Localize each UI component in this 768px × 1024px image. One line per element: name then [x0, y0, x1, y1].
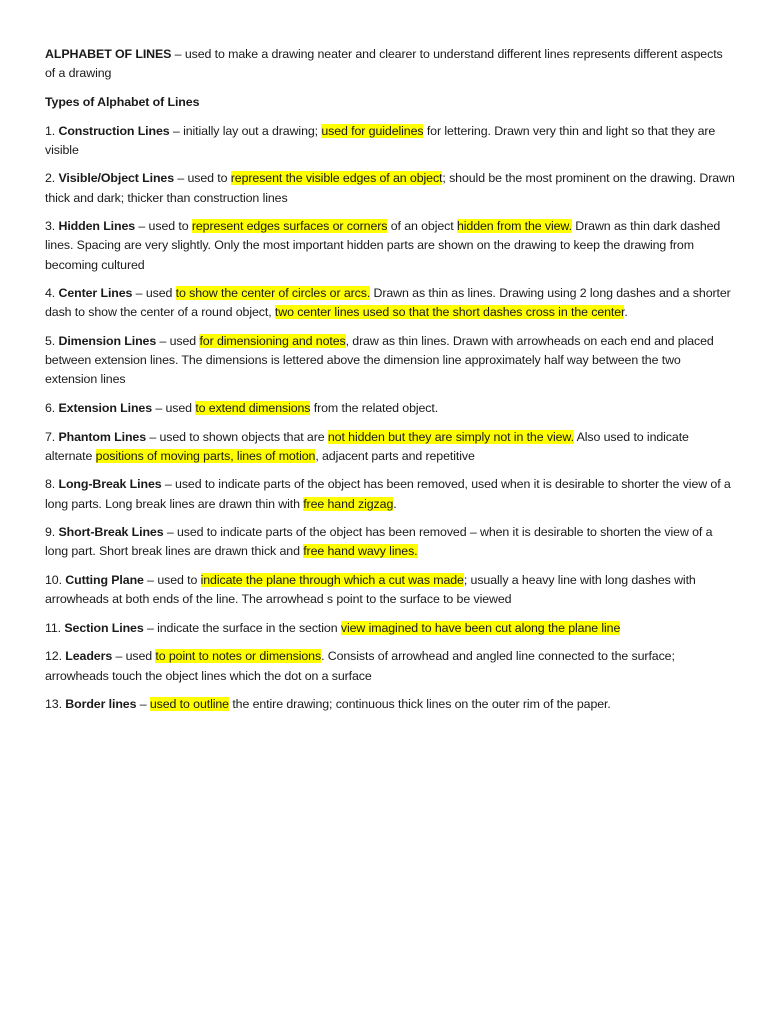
list-item	[45, 169, 735, 207]
highlighted-text: to extend dimensions	[195, 400, 311, 415]
subheading-text: Types of Alphabet of Lines	[45, 94, 200, 109]
item-term: Center Lines	[58, 286, 133, 301]
item-number: 13.	[45, 697, 66, 712]
highlighted-text: two center lines used so that the short dashes cross in the center	[274, 305, 625, 320]
list-item	[45, 523, 735, 561]
highlighted-text: free hand zigzag	[303, 496, 394, 511]
list-item	[45, 332, 735, 390]
highlighted-text: represent the visible edges of an object	[230, 171, 443, 186]
item-text: .	[393, 496, 397, 511]
highlighted-text: positions of moving parts, lines of motion	[95, 448, 316, 463]
item-term: Hidden Lines	[58, 219, 136, 234]
list-item	[45, 647, 735, 685]
item-text: of an object	[387, 219, 457, 234]
item-number: 7.	[45, 429, 59, 444]
item-text: Also used to indicate alternate	[45, 429, 689, 463]
item-term: Phantom Lines	[58, 429, 146, 444]
item-text: – used to	[143, 572, 201, 587]
item-number: 2.	[45, 171, 59, 186]
item-number: 11.	[45, 620, 65, 635]
highlighted-text: used for guidelines	[321, 123, 424, 138]
intro-text: – used to make a drawing neater and clearer to understand different lines represents different aspects of a drawing	[45, 47, 723, 81]
highlighted-text: to point to notes or dimensions	[155, 649, 322, 664]
item-number: 10.	[45, 572, 66, 587]
list-item	[45, 284, 735, 322]
document-page	[45, 45, 735, 724]
item-term: Short-Break Lines	[58, 525, 164, 540]
line-types-list	[45, 122, 735, 715]
item-term: Cutting Plane	[65, 572, 144, 587]
highlighted-text: view imagined to have been cut along the plane line	[340, 620, 621, 635]
item-term: Dimension Lines	[58, 333, 157, 348]
highlighted-text: for dimensioning and notes	[199, 333, 346, 348]
list-item	[45, 217, 735, 275]
item-text: .	[624, 305, 628, 320]
item-text: – initially lay out a drawing;	[169, 123, 322, 138]
item-text: , adjacent parts and repetitive	[315, 448, 475, 463]
item-text: ; should be the most prominent on the drawing. Drawn thick and dark; thicker than construction lines	[45, 171, 735, 205]
highlighted-text: to show the center of circles or arcs.	[175, 286, 371, 301]
list-item	[45, 475, 735, 513]
subheading	[45, 93, 735, 112]
highlighted-text: indicate the plane through which a cut was made	[200, 572, 464, 587]
item-term: Visible/Object Lines	[58, 171, 175, 186]
item-number: 3.	[45, 219, 59, 234]
item-term: Construction Lines	[58, 123, 170, 138]
item-number: 5.	[45, 333, 59, 348]
item-text: from the related object.	[310, 400, 439, 415]
item-text: – used	[112, 649, 156, 664]
item-text: – used to	[174, 171, 231, 186]
item-text: , draw as thin lines. Drawn with arrowheads on each end and placed between extension lines. The dimensions is lettered above the dimension line approximately half way between the two extension lines	[45, 333, 714, 387]
list-item	[45, 619, 735, 638]
item-number: 12.	[45, 649, 66, 664]
list-item	[45, 571, 735, 609]
item-text: – used to	[135, 219, 192, 234]
list-item	[45, 428, 735, 466]
list-item	[45, 122, 735, 160]
item-term: Extension Lines	[58, 400, 153, 415]
intro-term: ALPHABET OF LINES	[45, 47, 172, 61]
highlighted-text: not hidden but they are simply not in the view.	[327, 429, 574, 444]
list-item	[45, 399, 735, 418]
item-number: 9.	[45, 525, 59, 540]
item-number: 1.	[45, 123, 59, 138]
item-text: – used to indicate parts of the object has been removed, used when it is desirable to shorter the view of a long parts. Long break lines are drawn thin with	[45, 477, 731, 511]
item-term: Section Lines	[64, 620, 144, 635]
item-text: – used	[152, 400, 196, 415]
item-text: – used	[156, 333, 200, 348]
item-text: Drawn as thin as lines. Drawing using 2 long dashes and a shorter dash to show the center of a round object,	[45, 286, 731, 320]
item-number: 6.	[45, 400, 59, 415]
item-text: – used to shown objects that are	[146, 429, 328, 444]
intro-paragraph	[45, 45, 735, 83]
item-text: for lettering. Drawn very thin and light so that they are visible	[45, 123, 716, 157]
highlighted-text: used to outline	[149, 697, 229, 712]
item-term: Leaders	[65, 649, 113, 664]
highlighted-text: hidden from the view.	[456, 219, 572, 234]
item-term: Border lines	[65, 697, 137, 712]
item-number: 8.	[45, 477, 59, 492]
item-text: – used	[132, 286, 176, 301]
item-text: Drawn as thin dark dashed lines. Spacing are very slightly. Only the most important hidden parts are shown on the drawing to keep the drawing from becoming cultured	[45, 219, 721, 272]
item-number: 4.	[45, 286, 59, 301]
item-text: – used to indicate parts of the object has been removed – when it is desirable to shorten the view of a long part. Short break lines are drawn thick and	[45, 525, 713, 559]
highlighted-text: represent edges surfaces or corners	[191, 219, 388, 234]
item-text: the entire drawing; continuous thick lines on the outer rim of the paper.	[228, 697, 611, 712]
highlighted-text: free hand wavy lines.	[303, 544, 418, 559]
item-term: Long-Break Lines	[58, 477, 162, 492]
item-text: –	[136, 697, 150, 712]
list-item	[45, 695, 735, 714]
item-text: – indicate the surface in the section	[143, 620, 341, 635]
item-text: ; usually a heavy line with long dashes with arrowheads at both ends of the line. The arrowhead s point to the surface to be viewed	[45, 572, 696, 607]
item-text: . Consists of arrowhead and angled line connected to the surface; arrowheads touch the object lines which the dot on a surface	[45, 649, 675, 683]
